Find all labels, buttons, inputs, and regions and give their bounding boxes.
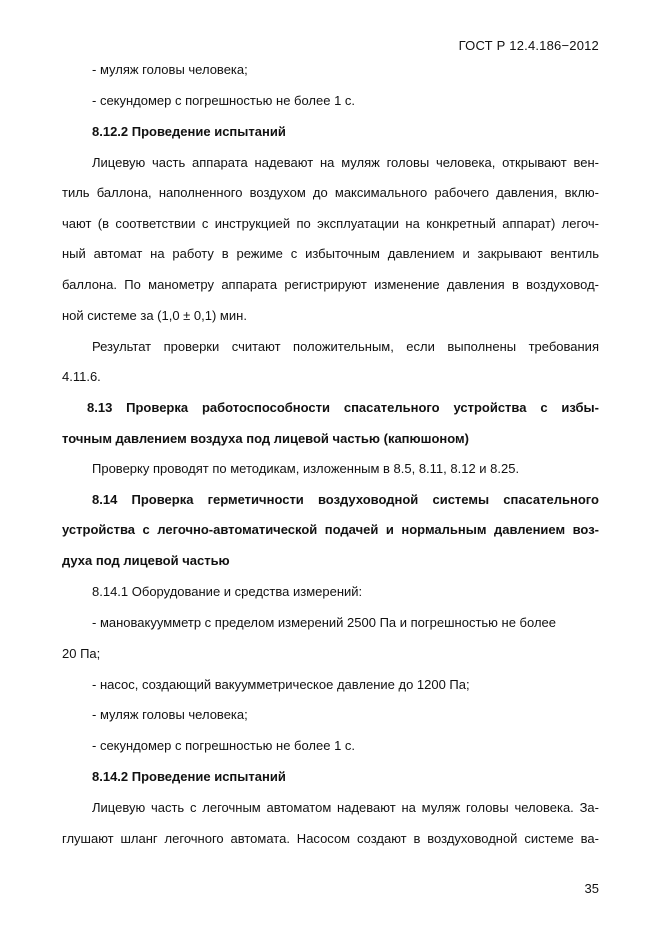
paragraph-line: баллона. По манометру аппарата регистрируют изменение давления в воздуховод- — [62, 277, 599, 292]
list-item: - мановакуумметр с пределом измерений 2500 Па и погрешностью не более — [92, 615, 556, 630]
list-item: 20 Па; — [62, 646, 101, 661]
document-code-header: ГОСТ Р 12.4.186−2012 — [458, 38, 599, 53]
paragraph-line: Проверку проводят по методикам, изложенным в 8.5, 8.11, 8.12 и 8.25. — [92, 461, 520, 476]
list-item: - насос, создающий вакуумметрическое давление до 1200 Па; — [92, 677, 470, 692]
list-item: - муляж головы человека; — [92, 62, 248, 77]
paragraph-line: ной системе за (1,0 ± 0,1) мин. — [62, 308, 247, 323]
list-item: - муляж головы человека; — [92, 707, 248, 722]
paragraph-line: Лицевую часть аппарата надевают на муляж головы человека, открывают вен- — [92, 155, 599, 170]
paragraph-line: чают (в соответствии с инструкцией по эксплуатации на конкретный аппарат) легоч- — [62, 216, 599, 231]
list-item: - секундомер с погрешностью не более 1 с. — [92, 738, 356, 753]
paragraph-line: 4.11.6. — [62, 369, 101, 384]
page-number: 35 — [584, 881, 599, 896]
paragraph-line: Результат проверки считают положительным, если выполнены требования — [92, 339, 599, 354]
paragraph-line: Лицевую часть с легочным автоматом надевают на муляж головы человека. За- — [92, 800, 599, 815]
section-heading: 8.13 Проверка работоспособности спасательного устройства с избы- — [87, 400, 599, 415]
section-heading: 8.14 Проверка герметичности воздуховодной системы спасательного — [92, 492, 599, 507]
paragraph-line: тиль баллона, наполненного воздухом до максимального рабочего давления, вклю- — [62, 185, 599, 200]
section-heading: 8.12.2 Проведение испытаний — [92, 124, 286, 139]
paragraph-line: 8.14.1 Оборудование и средства измерений: — [92, 584, 363, 599]
section-heading: точным давлением воздуха под лицевой частью (капюшоном) — [62, 431, 469, 446]
section-heading: 8.14.2 Проведение испытаний — [92, 769, 286, 784]
paragraph-line: глушают шланг легочного автомата. Насосом создают в воздуховодной системе ва- — [62, 831, 599, 846]
section-heading: духа под лицевой частью — [62, 553, 230, 568]
list-item: - секундомер с погрешностью не более 1 с. — [92, 93, 356, 108]
section-heading: устройства с легочно-автоматической подачей и нормальным давлением воз- — [62, 522, 599, 537]
paragraph-line: ный автомат на работу в режиме с избыточным давлением и закрывают вентиль — [62, 246, 599, 261]
